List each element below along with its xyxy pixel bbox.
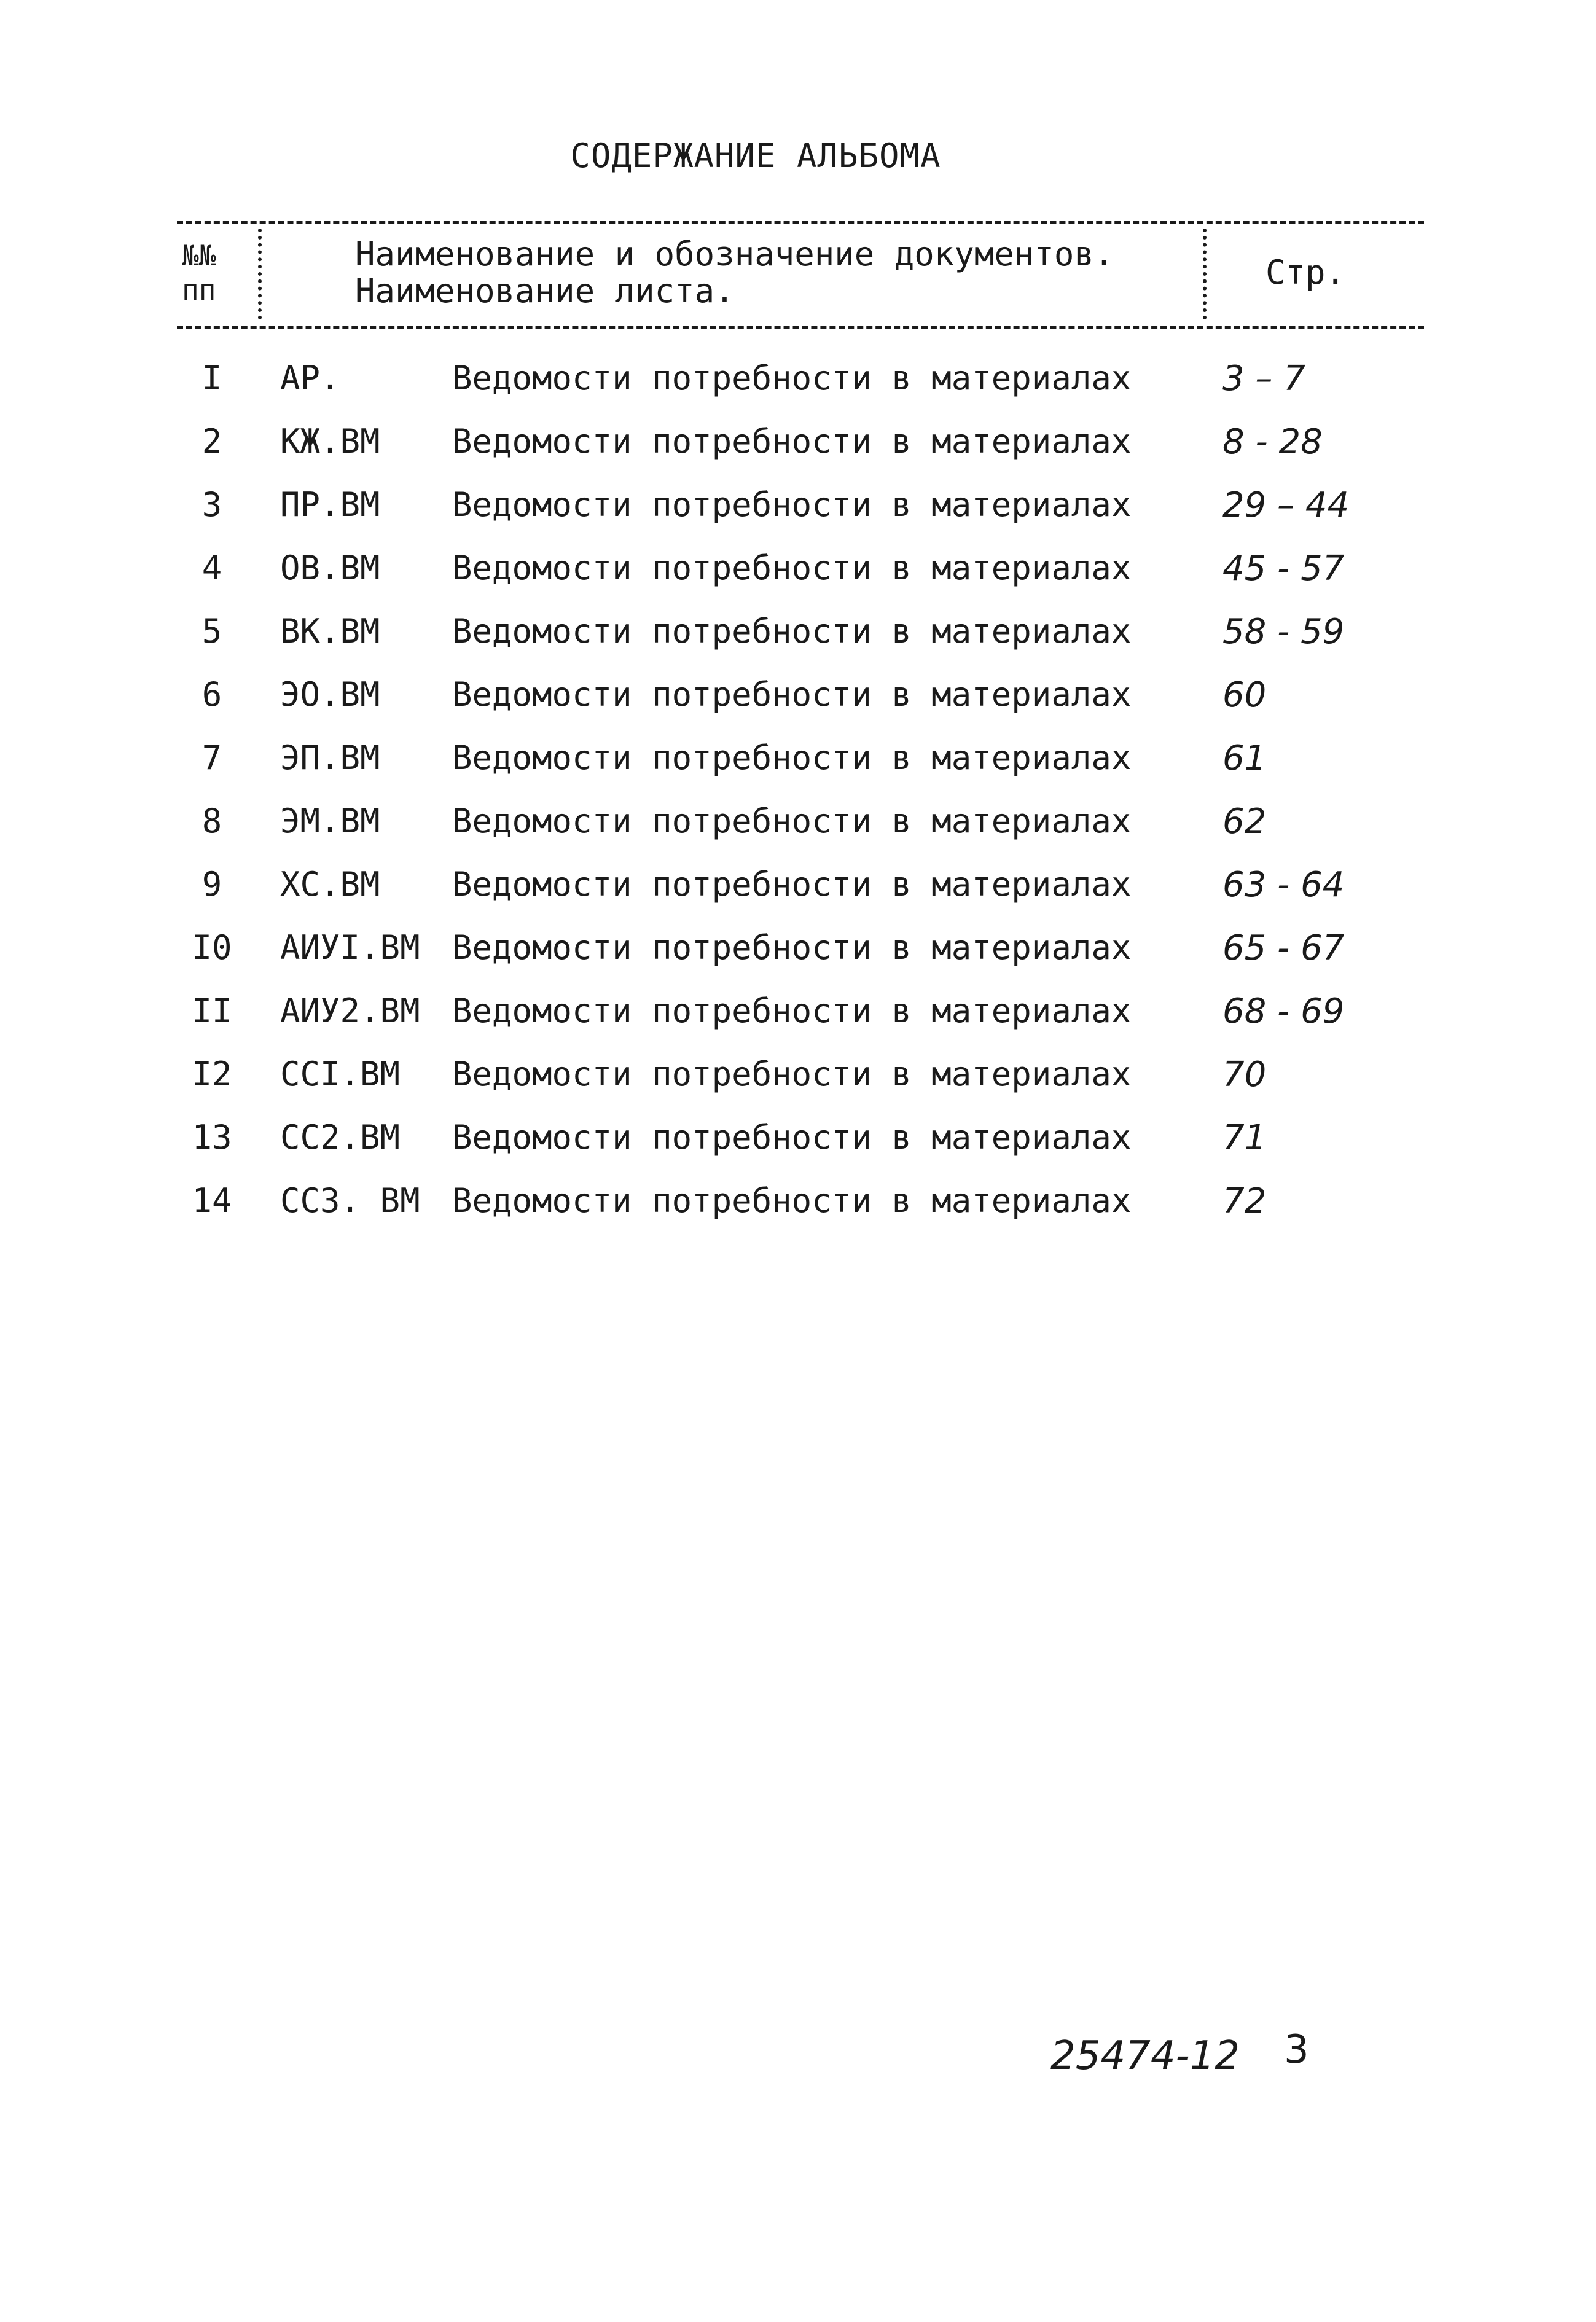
- row-number: I0: [192, 928, 232, 967]
- header-top-rule: [177, 221, 1424, 224]
- row-code: АИУI.ВМ: [280, 928, 420, 967]
- header-number-label: №№: [182, 239, 216, 272]
- row-code: ЭП.ВМ: [280, 738, 380, 777]
- header-name-line2: Наименование листа.: [355, 272, 735, 310]
- table-row: [0, 422, 1596, 483]
- row-description: Ведомости потребности в материалах: [452, 802, 1132, 840]
- row-code: ПР.ВМ: [280, 485, 380, 524]
- row-pages: 62: [1222, 802, 1267, 842]
- row-description: Ведомости потребности в материалах: [452, 549, 1132, 587]
- table-row: [0, 549, 1596, 610]
- row-pages: 3 – 7: [1222, 359, 1305, 399]
- row-number: 14: [192, 1181, 232, 1220]
- row-description: Ведомости потребности в материалах: [452, 865, 1132, 904]
- row-number: 7: [201, 738, 222, 777]
- row-description: Ведомости потребности в материалах: [452, 738, 1132, 777]
- table-row: [0, 485, 1596, 547]
- row-number: 5: [201, 612, 222, 651]
- header-pp-label: пп: [182, 273, 216, 307]
- row-code: ЭМ.ВМ: [280, 802, 380, 840]
- row-code: КЖ.ВМ: [280, 422, 380, 461]
- row-description: Ведомости потребности в материалах: [452, 991, 1132, 1030]
- row-number: 8: [201, 802, 222, 840]
- header-page-label: Стр.: [1265, 253, 1346, 292]
- row-pages: 61: [1222, 738, 1267, 778]
- row-code: АР.: [280, 359, 340, 397]
- row-description: Ведомости потребности в материалах: [452, 675, 1132, 714]
- table-row: [0, 1055, 1596, 1116]
- row-pages: 60: [1222, 675, 1267, 715]
- row-code: ОВ.ВМ: [280, 549, 380, 587]
- row-pages: 58 - 59: [1222, 612, 1345, 652]
- row-description: Ведомости потребности в материалах: [452, 612, 1132, 651]
- row-description: Ведомости потребности в материалах: [452, 485, 1132, 524]
- row-pages: 45 - 57: [1222, 549, 1345, 588]
- row-code: СС2.ВМ: [280, 1118, 401, 1157]
- row-description: Ведомости потребности в материалах: [452, 1181, 1132, 1220]
- row-code: СС3. ВМ: [280, 1181, 420, 1220]
- row-code: ВК.ВМ: [280, 612, 380, 651]
- row-number: II: [192, 991, 232, 1030]
- row-number: 3: [201, 485, 222, 524]
- table-row: [0, 802, 1596, 863]
- sheet-number: 3: [1284, 2027, 1309, 2073]
- table-row: [0, 1118, 1596, 1179]
- row-description: Ведомости потребности в материалах: [452, 1118, 1132, 1157]
- row-pages: 71: [1222, 1118, 1267, 1158]
- table-row: [0, 738, 1596, 800]
- row-description: Ведомости потребности в материалах: [452, 1055, 1132, 1093]
- header-separator: [258, 229, 262, 319]
- header-bottom-rule: [177, 326, 1424, 329]
- header-separator: [1203, 229, 1207, 319]
- row-number: 9: [201, 865, 222, 904]
- row-code: ССI.ВМ: [280, 1055, 401, 1093]
- row-code: ХС.ВМ: [280, 865, 380, 904]
- header-name-column: [355, 236, 1114, 310]
- row-description: Ведомости потребности в материалах: [452, 928, 1132, 967]
- row-pages: 70: [1222, 1055, 1267, 1095]
- document-number: 25474-12: [1050, 2033, 1240, 2079]
- row-number: 4: [201, 549, 222, 587]
- table-row: [0, 1181, 1596, 1243]
- row-code: АИУ2.ВМ: [280, 991, 420, 1030]
- table-row: [0, 612, 1596, 673]
- row-pages: 68 - 69: [1222, 991, 1345, 1031]
- row-number: 13: [192, 1118, 232, 1157]
- row-pages: 63 - 64: [1222, 865, 1345, 905]
- header-name-line1: Наименование и обозначение документов.: [355, 235, 1114, 273]
- row-number: 6: [201, 675, 222, 714]
- row-number: 2: [201, 422, 222, 461]
- row-pages: 29 – 44: [1222, 485, 1350, 525]
- row-pages: 8 - 28: [1222, 422, 1323, 462]
- table-row: [0, 991, 1596, 1053]
- row-description: Ведомости потребности в материалах: [452, 422, 1132, 461]
- row-description: Ведомости потребности в материалах: [452, 359, 1132, 397]
- table-row: [0, 675, 1596, 737]
- row-pages: 65 - 67: [1222, 928, 1345, 968]
- table-row: [0, 865, 1596, 926]
- row-pages: 72: [1222, 1181, 1267, 1221]
- row-number: I2: [192, 1055, 232, 1093]
- row-number: I: [201, 359, 222, 397]
- table-row: [0, 359, 1596, 420]
- document-title: СОДЕРЖАНИЕ АЛЬБОМА: [570, 136, 941, 175]
- table-row: [0, 928, 1596, 990]
- row-code: ЭО.ВМ: [280, 675, 380, 714]
- header-number-column: [182, 238, 216, 307]
